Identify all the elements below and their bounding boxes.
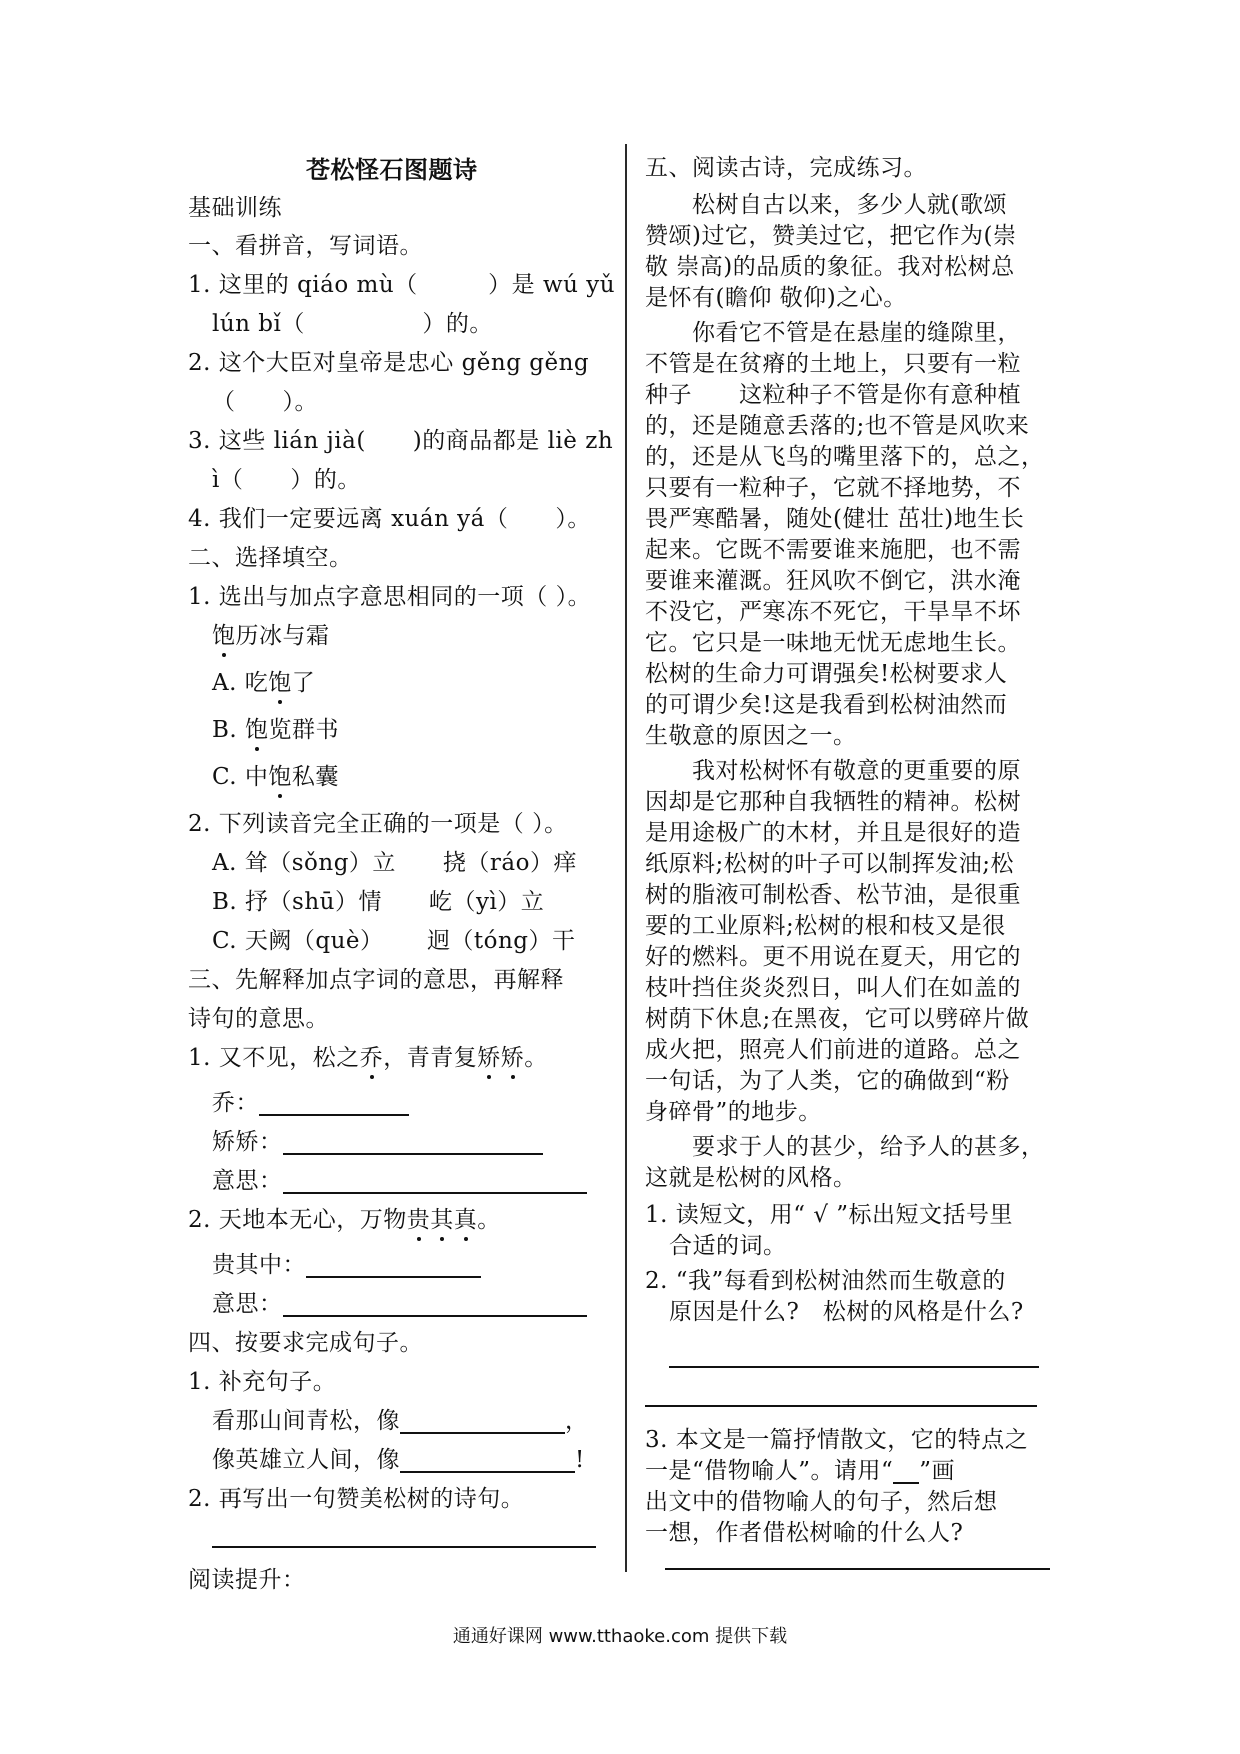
passage-p2-line8: 起来。它既不需要谁来施肥，也不需 [645,537,1021,563]
dotted-char: 饱 [268,764,292,790]
q3-line1: 3. 本文是一篇抒情散文，它的特点之 [645,1427,1029,1453]
section-2-heading: 二、选择填空。 [188,545,353,571]
s4-q1: 1. 补充句子。 [188,1369,337,1395]
s3-q2-blank-guiqizhen: 贵其中： [188,1250,481,1280]
q2-line2: 原因是什么? 松树的风格是什么? [669,1299,1024,1325]
s3-q2-blank-meaning: 意思： [188,1289,587,1319]
passage-p2-line5: 的，还是从飞鸟的嘴里落下的，总之， [645,444,1045,470]
passage-p3-line10: 成火把，照亮人们前进的道路。总之 [645,1037,1021,1063]
answer-blank[interactable] [306,1254,481,1278]
passage-p3-line5: 树的脂液可制松香、松节油，是很重 [645,882,1021,908]
answer-line[interactable] [645,1405,1037,1407]
s2-q1-option-c: C. 中饱私囊 [212,764,339,790]
passage-p2-line3: 种子 这粒种子不管是你有意种植 [645,382,1021,408]
s1-q1-line2: lún bǐ（ ）的。 [212,311,493,337]
q3-line4: 一想，作者借松树喻的什么人? [645,1520,964,1546]
s1-q2-line1: 2. 这个大臣对皇帝是忠心 gěng gěng [188,350,590,376]
s3-q1-blank-meaning: 意思： [188,1166,587,1196]
passage-p2-line9: 要谁来灌溉。狂风吹不倒它，洪水淹 [645,568,1021,594]
section-1-heading: 一、看拼音，写词语。 [188,233,423,259]
section-4-heading: 四、按要求完成句子。 [188,1330,423,1356]
s2-q1: 1. 选出与加点字意思相同的一项（ ）。 [188,584,592,610]
s4-q1-sentence2: 像英雄立人间，像 ! [212,1447,585,1473]
dotted-char: 饱 [212,623,236,649]
passage-p3-line4: 纸原料;松树的叶子可以制挥发油;松 [645,851,1014,877]
passage-p3-line1: 我对松树怀有敬意的更重要的原 [645,758,1021,784]
passage-p2-line7: 畏严寒酷暑，随处(健壮 茁壮)地生长 [645,506,1025,532]
s1-q3-line2: ì（ ）的。 [212,467,361,493]
passage-p2-line11: 它。它只是一味地无忧无虑地生长。 [645,630,1021,656]
dotted-char: 乔 [359,1045,384,1071]
s1-q4: 4. 我们一定要远离 xuán yá（ ）。 [188,506,591,532]
answer-blank[interactable] [283,1170,587,1194]
s3-q1-blank-qiao: 乔： [188,1088,409,1118]
answer-blank[interactable] [400,1410,565,1434]
passage-p3-line9: 树荫下休息;在黑夜，它可以劈碎片做 [645,1006,1030,1032]
passage-p2-line10: 不没它，严寒冻不死它，干旱旱不坏 [645,599,1021,625]
answer-line[interactable] [665,1568,1050,1570]
dotted-char: 矫 [500,1045,525,1071]
section-3-heading-line2: 诗句的意思。 [188,1006,329,1032]
s3-q2: 2. 天地本无心，万物贵其真。 [188,1207,501,1233]
passage-p4-line1: 要求于人的甚少，给予人的甚多， [645,1134,1045,1160]
s1-q3-line1: 3. 这些 lián jià( )的商品都是 liè zh [188,428,614,454]
passage-p3-line2: 因却是它那种自我牺牲的精神。松树 [645,789,1021,815]
passage-p2-line1: 你看它不管是在悬崖的缝隙里， [645,320,1021,346]
worksheet-title: 苍松怪石图题诗 [306,155,478,184]
dotted-char: 真 [453,1207,478,1233]
dotted-char: 矫 [477,1045,501,1071]
passage-p3-line8: 枝叶挡住炎炎烈日，叫人们在如盖的 [645,975,1021,1001]
passage-p2-line4: 的，还是随意丢落的;也不管是风吹来 [645,413,1030,439]
passage-p2-line6: 只要有一粒种子，它就不择地势，不 [645,475,1021,501]
passage-p3-line7: 好的燃料。更不用说在夏天，用它的 [645,944,1021,970]
answer-line[interactable] [669,1366,1039,1368]
s2-q1-stem: 饱历冰与霜 [212,623,330,649]
reading-improvement-heading: 阅读提升： [188,1567,306,1593]
passage-p1-line2: 赞颂)过它，赞美过它，把它作为(崇 [645,223,1017,249]
s3-q1-blank-jiaojiao: 矫矫： [188,1127,543,1157]
q3-line2: 一是“借物喻人”。请用“ ”画 [645,1458,956,1484]
dotted-char: 饱 [245,717,269,743]
answer-line[interactable] [212,1546,596,1548]
passage-p4-line2: 这就是松树的风格。 [645,1165,857,1191]
passage-p2-line12: 松树的生命力可谓强矣!松树要求人 [645,661,1008,687]
s1-q1-line1: 1. 这里的 qiáo mù（ ）是 wú yǔ [188,272,616,298]
section-5-heading: 五、阅读古诗，完成练习。 [645,155,927,181]
s1-q2-line2: （ ）。 [212,389,318,415]
passage-p3-line11: 一句话，为了人类，它的确做到“粉 [645,1068,1010,1094]
q1-line1: 1. 读短文，用“ √ ”标出短文括号里 [645,1202,1014,1228]
s4-q2: 2. 再写出一句赞美松树的诗句。 [188,1486,525,1512]
q1-line2: 合适的词。 [669,1233,787,1259]
underline-sample [893,1460,919,1484]
passage-p2-line14: 生敬意的原因之一。 [645,723,857,749]
passage-p1-line1: 松树自古以来，多少人就(歌颂 [645,192,1007,218]
answer-blank[interactable] [283,1131,543,1155]
dotted-char: 贵 [406,1207,431,1233]
footer-credit: 通通好课网 www.tthaoke.com 提供下载 [452,1626,788,1647]
s2-q1-option-a: A. 吃饱了 [212,670,316,696]
passage-p3-line12: 身碎骨”的地步。 [645,1099,822,1125]
q2-line1: 2. “我”每看到松树油然而生敬意的 [645,1268,1006,1294]
s2-q1-option-b: B. 饱览群书 [212,717,340,743]
s3-q1: 1. 又不见，松之乔，青青复矫矫。 [188,1045,548,1071]
section-3-heading-line1: 三、先解释加点字词的意思，再解释 [188,967,564,993]
section-basic-training: 基础训练 [188,195,282,221]
passage-p3-line3: 是用途极广的木材，并且是很好的造 [645,820,1021,846]
s2-q2-option-c: C. 天阙（què） 迥（tóng）干 [212,928,576,954]
s2-q2-option-a: A. 耸（sǒng）立 挠（ráo）痒 [212,850,577,876]
s2-q2-option-b: B. 抒（shū）情 屹（yì）立 [212,889,545,915]
passage-p2-line13: 的可谓少矣!这是我看到松树油然而 [645,692,1008,718]
s2-q2: 2. 下列读音完全正确的一项是（ ）。 [188,811,568,837]
answer-blank[interactable] [283,1293,587,1317]
passage-p2-line2: 不管是在贫瘠的土地上，只要有一粒 [645,351,1021,377]
passage-p3-line6: 要的工业原料;松树的根和枝又是很 [645,913,1006,939]
dotted-char: 其 [430,1207,454,1233]
answer-blank[interactable] [259,1092,409,1116]
s4-q1-sentence1: 看那山间青松，像 ， [212,1408,589,1434]
dotted-char: 饱 [268,670,292,696]
q3-line3: 出文中的借物喻人的句子，然后想 [645,1489,998,1515]
column-divider [625,144,627,1572]
passage-p1-line3: 敬 崇高)的品质的象征。我对松树总 [645,254,1015,280]
answer-blank[interactable] [400,1449,575,1473]
passage-p1-line4: 是怀有(瞻仰 敬仰)之心。 [645,285,907,311]
